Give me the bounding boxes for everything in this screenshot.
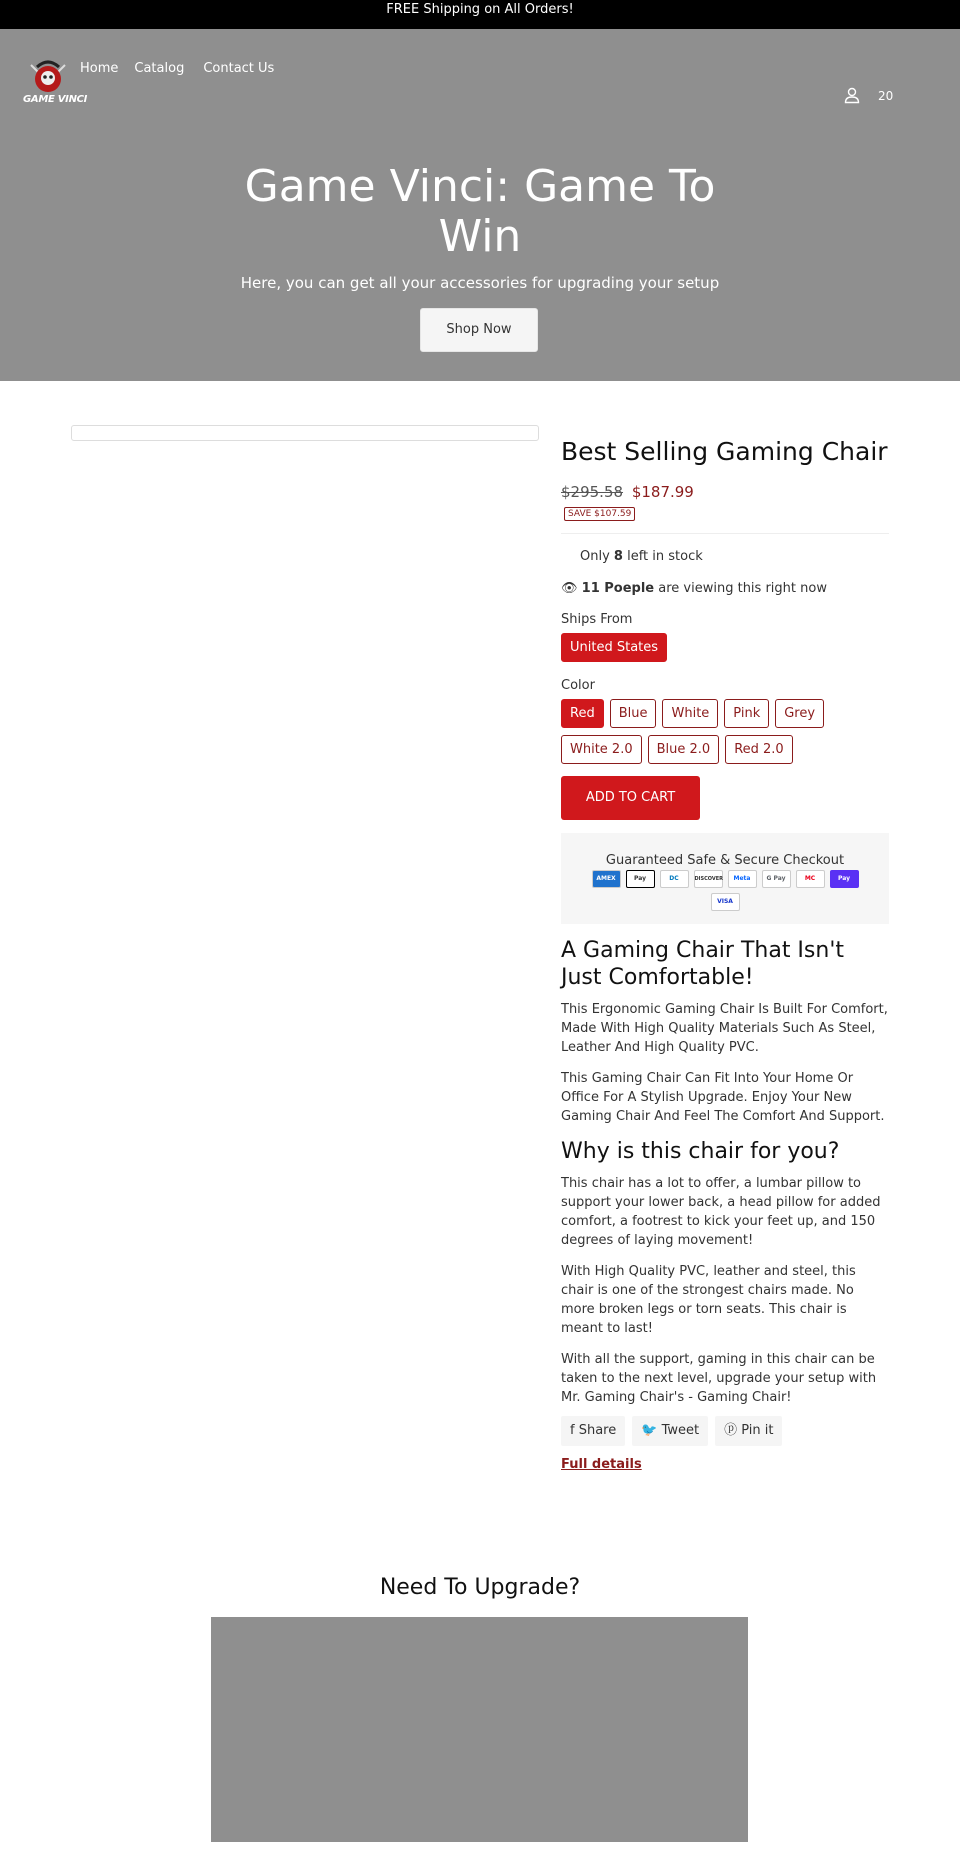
share-pinterest-label: Pin it [741,1423,774,1438]
eye-icon: 👁 [561,581,578,596]
share-twitter-label: Tweet [661,1423,700,1438]
share-twitter-button[interactable] [632,1416,708,1446]
product-title: Best Selling Gaming Chair [561,437,888,466]
hero-section [0,29,960,381]
description-paragraph-1: This Ergonomic Gaming Chair Is Built For Comfort, Made With High Quality Materials Such As Steel, Leather And High Quality PVC. [561,1002,888,1055]
color-option-red-2[interactable]: Red 2.0 [725,735,793,764]
product-info [561,437,889,1472]
description-heading-1: A Gaming Chair That Isn't Just Comfortable! [561,938,845,990]
upgrade-media-placeholder [211,1617,748,1842]
pinterest-icon: ⓟ [724,1423,738,1438]
color-option-blue-2[interactable]: Blue 2.0 [648,735,720,764]
mastercard-icon: MC [796,870,825,888]
secure-checkout-title: Guaranteed Safe & Secure Checkout [605,853,845,868]
payment-icons [561,870,889,911]
price-row [561,483,889,501]
meta-pay-icon: Meta [728,870,757,888]
apple-pay-icon: Pay [626,870,655,888]
stock-suffix: left in stock [622,549,703,564]
diners-club-icon: DC [660,870,689,888]
shop-now-button[interactable]: Shop Now [420,308,538,352]
color-options-row-2 [561,735,889,764]
save-badge: SAVE $107.59 [564,507,635,521]
stock-prefix: Only [580,549,614,564]
add-to-cart-button[interactable]: ADD TO CART [561,776,700,820]
hero-title: Game Vinci: Game To Win [244,161,716,262]
shop-pay-icon: Pay [830,870,859,888]
viewing-notice [561,581,889,596]
share-facebook-button[interactable] [561,1416,625,1446]
color-option-pink[interactable]: Pink [724,699,769,728]
share-pinterest-button[interactable] [715,1416,782,1446]
stock-count: 8 [613,549,623,564]
viewing-suffix: are viewing this right now [654,581,827,596]
description-paragraph-4: With High Quality PVC, leather and steel, this chair is one of the strongest chairs made. No more broken legs or torn seats. This chair is meant to last! [561,1264,856,1336]
discover-icon: DISCOVER [694,870,723,888]
description-paragraph-5: With all the support, gaming in this chair can be taken to the next level, upgrade your setup with Mr. Gaming Chair's - Gaming Chair! [561,1352,877,1405]
upgrade-section-title: Need To Upgrade? [379,1575,581,1600]
description-heading-2: Why is this chair for you? [561,1139,840,1164]
nav-catalog[interactable]: Catalog [134,61,185,76]
user-icon[interactable] [843,86,861,104]
product-gallery [71,425,539,441]
logo-text: GAME VINCI [23,94,88,105]
main-nav [80,61,290,76]
color-option-blue[interactable]: Blue [610,699,657,728]
description-paragraph-3: This chair has a lot to offer, a lumbar pillow to support your lower back, a head pillow for added comfort, a footrest to kick your feet up, and 150 degrees of laying movement! [561,1176,881,1248]
sale-price: $187.99 [631,483,694,501]
cart-count: 20 [878,89,894,103]
visa-icon: VISA [711,893,740,911]
color-option-red[interactable]: Red [561,699,604,728]
divider [561,533,889,534]
google-pay-icon: G Pay [762,870,791,888]
description-paragraph-2: This Gaming Chair Can Fit Into Your Home Or Office For A Stylish Upgrade. Enjoy Your New Gaming Chair And Feel The Comfort And Support. [561,1071,885,1124]
ships-option-united-states[interactable]: United States [561,633,667,662]
announcement-bar [0,0,960,29]
secure-checkout-box [561,833,889,924]
twitter-icon: 🐦 [641,1423,658,1438]
facebook-icon: f [570,1423,575,1438]
full-details-link[interactable]: Full details [561,1457,642,1472]
color-option-white-2[interactable]: White 2.0 [561,735,642,764]
color-options-row-1 [561,699,889,728]
color-option-white[interactable]: White [662,699,718,728]
amex-icon: AMEX [592,870,621,888]
viewing-count: 11 Poeple [581,581,655,596]
ships-from-options [561,633,889,662]
share-facebook-label: Share [578,1423,617,1438]
color-option-grey[interactable]: Grey [775,699,824,728]
nav-contact-us[interactable]: Contact Us [203,61,275,76]
ships-from-label: Ships From [561,612,633,627]
nav-home[interactable]: Home [80,61,119,76]
compare-price: $295.58 [561,483,624,501]
stock-notice [580,549,889,564]
hero-subtitle: Here, you can get all your accessories for upgrading your setup [240,274,720,292]
announcement-text: FREE Shipping on All Orders! [386,2,574,17]
color-label: Color [561,678,595,693]
cart-icon[interactable] [878,89,893,103]
share-buttons [561,1416,889,1446]
